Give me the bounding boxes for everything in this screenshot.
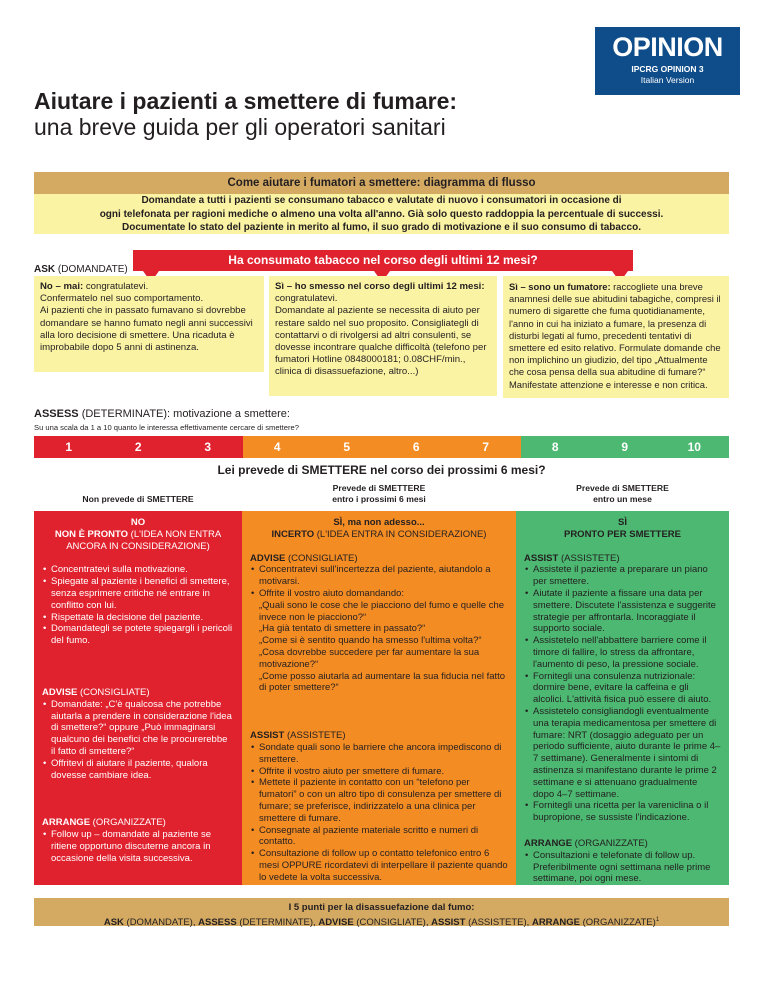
section-heading: ADVISE (CONSIGLIATE) bbox=[42, 686, 150, 698]
list-item: • Domandategli se potete spiegargli i pericoli del fumo. bbox=[51, 623, 234, 647]
intro-line: Documentate lo stato del paziente in merito al fumo, il suo grado di motivazione e il suo consumo di tabacco. bbox=[122, 222, 641, 233]
intro-line: ogni telefonata per ragioni mediche o almeno una volta all'anno. Già solo questo raddoppia la percentuale di successi. bbox=[99, 208, 664, 220]
intro-box bbox=[34, 194, 729, 234]
list-item: • Concentratevi sulla motivazione. bbox=[51, 564, 234, 576]
ask-question: Ha consumato tabacco nel corso degli ultimi 12 mesi? bbox=[133, 250, 633, 271]
list-item: • Consultazione di follow up o contatto telefonico entro 6 mesi OPPURE ricordatevi di interpellare il paziente quando lo vedete la volta successiva. bbox=[259, 848, 508, 883]
answer-smoker: Sì – sono un fumatore: raccogliete una breve anamnesi delle sue abitudini tabagiche, compresi il numero di sigarette che fuma quotidianamente, l'anno in cui ha iniziato a fumare, la presenza di disturbi legati al fumo, precedenti tentativi di smettere ed esito relativo. Formulate domande che non implichino un giudizio, del tipo „Attualmente che cosa pensa della sua abitudine di fumare?“ Manifestate attenzione e interesse e non critica. bbox=[503, 276, 729, 398]
list bbox=[250, 564, 508, 694]
list bbox=[524, 564, 721, 824]
list-item: • Follow up – domandate al paziente se ritiene opportuno discuterne ancora in occasione della visita successiva. bbox=[51, 829, 234, 864]
page-title: Aiutare i pazienti a smettere di fumare: bbox=[34, 88, 458, 114]
section-heading: ASSIST (ASSISTETE) bbox=[524, 552, 620, 564]
col-head-not-ready: Non prevede di SMETTERE bbox=[82, 494, 194, 504]
list bbox=[524, 850, 721, 885]
scale-cell-8: 8 bbox=[521, 436, 591, 458]
ask-label: ASK (DOMANDATE) bbox=[34, 264, 128, 275]
list-item: • Fornitegli una consulenza nutrizionale: dormire bene, evitare la caffeina e gli alcolici. L'attività fisica può essere di aiuto. bbox=[533, 671, 721, 706]
footer-title: I 5 punti per la disassuefazione dal fumo: bbox=[288, 902, 475, 913]
list-item: • Consegnate al paziente materiale scritto e numeri di contatto. bbox=[259, 825, 508, 849]
motivation-scale bbox=[34, 436, 729, 458]
col-head-6-months: Prevede di SMETTERE entro i prossimi 6 mesi bbox=[332, 483, 426, 504]
logo-name: OPINION bbox=[612, 32, 723, 62]
scale-cell-1: 1 bbox=[34, 436, 104, 458]
scale-cell-6: 6 bbox=[382, 436, 452, 458]
column-not-ready bbox=[34, 511, 242, 885]
logo-line2: Italian Version bbox=[640, 75, 695, 85]
section-heading: ARRANGE (ORGANIZZATE) bbox=[524, 837, 648, 849]
five-steps-footer bbox=[34, 898, 729, 929]
list-item: • Rispettate la decisione del paziente. bbox=[51, 612, 234, 624]
list bbox=[42, 829, 234, 864]
column-title: NO NON È PRONTO (L'IDEA NON ENTRA ANCORA IN CONSIDERAZIONE) bbox=[54, 517, 222, 552]
list bbox=[42, 564, 234, 647]
column-ready bbox=[516, 511, 729, 885]
quit-question: Lei prevede di SMETTERE nel corso dei prossimi 6 mesi? bbox=[217, 463, 546, 477]
column-uncertain bbox=[242, 511, 516, 885]
assess-subtitle: Su una scala da 1 a 10 quanto le interessa effettivamente cercare di smettere? bbox=[34, 423, 299, 432]
list-item: • Domandate: „C'è qualcosa che potrebbe aiutarla a prendere in considerazione l'idea di smettere?“ oppure „Può immaginarsi qualcuno dei benefici che le procurerebbe il fatto di smettere?“ bbox=[51, 699, 234, 758]
flow-chart-header: Come aiutare i fumatori a smettere: diagramma di flusso bbox=[34, 172, 729, 194]
assess-label: ASSESS (DETERMINATE): motivazione a smettere: bbox=[34, 408, 290, 420]
page-subtitle: una breve guida per gli operatori sanitari bbox=[34, 114, 446, 140]
list-item: • Offrite il vostro aiuto per smettere di fumare. bbox=[259, 766, 508, 778]
list-item: • Assistetelo nell'abbattere barriere come il timore di fallire, lo stress da affrontare, l'aumento di peso, la pressione sociale. bbox=[533, 635, 721, 670]
answer-never: No – mai: congratulatevi. Confermatelo nel suo comportamento. Ai pazienti che in passato fumavano si dovrebbe domandare se hanno fumato negli anni successivi alla loro decisione di smettere. Una ricaduta è improbabile dopo 5 anni di astinenza. bbox=[34, 276, 264, 372]
list-item: • Assistete il paziente a preparare un piano per smettere. bbox=[533, 564, 721, 588]
list-item: • Offritevi di aiutare il paziente, qualora dovesse cambiare idea. bbox=[51, 758, 234, 782]
scale-cell-7: 7 bbox=[451, 436, 521, 458]
list-item: • Mettete il paziente in contatto con un “telefono per fumatori” o con un altro tipo di consulenza per smettere di fumare; se preferisce, indirizzatelo a una clinica per smettere di fumare. bbox=[259, 777, 508, 824]
scale-cell-10: 10 bbox=[660, 436, 730, 458]
scale-cell-2: 2 bbox=[104, 436, 174, 458]
section-heading: ASSIST (ASSISTETE) bbox=[250, 730, 346, 742]
list-item: • Consultazioni e telefonate di follow up. Preferibilmente ogni settimana nelle prime settimane, poi ogni mese. bbox=[533, 850, 721, 885]
footer-steps: ASK (DOMANDATE), ASSESS (DETERMINATE), ADVISE (CONSIGLIATE), ASSIST (ASSISTETE), ARRANGE (ORGANIZZATE)$^1$ bbox=[103, 917, 660, 929]
intro-line: Domandate a tutti i pazienti se consumano tabacco e valutate di nuovo i consumatori in occasione di bbox=[141, 195, 622, 206]
list-item: • Aiutate il paziente a fissare una data per smettere. Discutete l'assistenza e suggerite strategie per affrontarla. Incoraggiate il supporto sociale. bbox=[533, 588, 721, 635]
scale-cell-4: 4 bbox=[243, 436, 313, 458]
list-item: • Sondate quali sono le barriere che ancora impediscono di smettere. bbox=[259, 742, 508, 766]
answer-quit-recently: Sì – ho smesso nel corso degli ultimi 12 mesi: congratulatevi. Domandate al paziente se necessita di aiuto per restare saldo nel suo proposito. Consigliategli di contattarvi o di rivolgersi ad altri consulenti, se dovesse incontrare qualche difficoltà (telefono per fumatori Hotline 0848000181; 0.08CHF/min., clinica di disassuefazione, altro...) bbox=[269, 276, 497, 396]
list-item: • Assistetelo consigliandogli eventualmente una terapia medicamentosa per smettere di fumare: NRT (dosaggio adeguato per un periodo sufficiente, aiuto durante le prime 4–7 settimane). Generalmente i sintomi di astinenza si manifestano durante le prime 2 settimane e si attenuano gradualmente dopo 4–7 settimane. bbox=[533, 706, 721, 800]
column-title: SÌ PRONTO PER SMETTERE bbox=[563, 517, 681, 540]
scale-cell-5: 5 bbox=[312, 436, 382, 458]
list-item: • Fornitegli una ricetta per la vareniclina o il bupropione, se sussiste l'indicazione. bbox=[533, 800, 721, 824]
opinion-logo bbox=[595, 27, 740, 95]
list-item: • Spiegate al paziente i benefici di smettere, senza esprimere critiche né entrare in conflitto con lui. bbox=[51, 576, 234, 611]
list-item: • Offrite il vostro aiuto domandando: „Quali sono le cose che le piacciono del fumo e quelle che invece non le piacciono?“ „Ha già tentato di smettere in passato?“ „Come si è sentito quando ha smesso l'ultima volta?“ „Cosa dovrebbe succedere per far aumentare la sua motivazione?“ „Come posso aiutarla ad aumentare la sua fiducia nel fatto di poter smettere?“ bbox=[259, 588, 508, 694]
scale-cell-3: 3 bbox=[173, 436, 243, 458]
list bbox=[42, 699, 234, 782]
logo-line1: IPCRG OPINION 3 bbox=[631, 64, 704, 74]
col-head-1-month: Prevede di SMETTERE entro un mese bbox=[576, 483, 669, 504]
column-title: SÌ, ma non adesso... INCERTO (L'IDEA ENTRA IN CONSIDERAZIONE) bbox=[271, 517, 487, 540]
list bbox=[250, 742, 508, 884]
section-heading: ARRANGE (ORGANIZZATE) bbox=[42, 817, 166, 829]
scale-cell-9: 9 bbox=[590, 436, 660, 458]
list-item: • Concentratevi sull'incertezza del paziente, aiutandolo a motivarsi. bbox=[259, 564, 508, 588]
section-heading: ADVISE (CONSIGLIATE) bbox=[250, 552, 358, 564]
